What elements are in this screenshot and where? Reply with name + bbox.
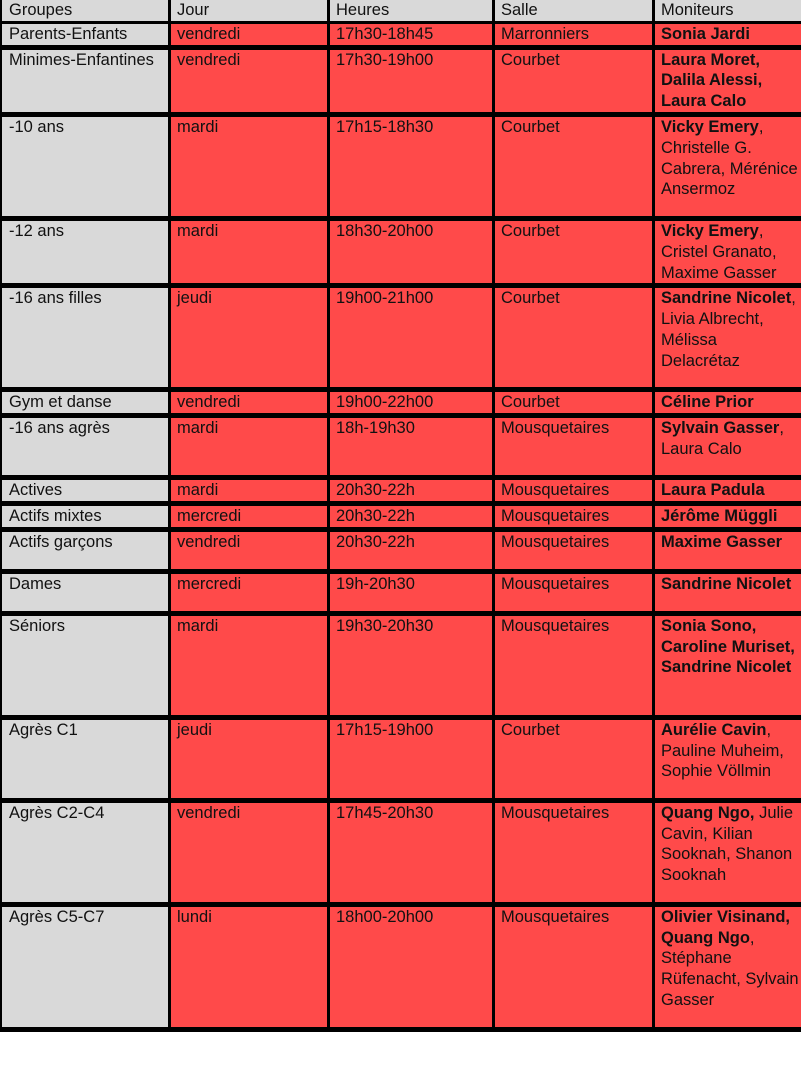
cell-heures: 17h15-19h00	[327, 720, 492, 803]
cell-groupe: Dames	[0, 574, 168, 616]
moniteur-principal: Sylvain Gasser	[661, 419, 780, 438]
cell-salle: Mousquetaires	[492, 616, 652, 720]
cell-jour: mardi	[168, 480, 327, 506]
moniteurs-assistants: , Christelle G. Cabrera, Mérénice Ansermoz	[661, 117, 798, 199]
cell-heures: 17h15-18h30	[327, 117, 492, 221]
table-row	[0, 288, 801, 392]
cell-moniteurs	[652, 532, 801, 574]
moniteur-principal: Vicky Emery	[661, 117, 759, 136]
header-row	[0, 0, 801, 24]
cell-salle: Courbet	[492, 720, 652, 803]
cell-groupe: Parents-Enfants	[0, 24, 168, 50]
cell-groupe: Actifs mixtes	[0, 506, 168, 532]
cell-moniteurs	[652, 720, 801, 803]
cell-salle: Marronniers	[492, 24, 652, 50]
cell-heures: 18h00-20h00	[327, 907, 492, 1032]
cell-salle: Mousquetaires	[492, 574, 652, 616]
cell-heures: 20h30-22h	[327, 532, 492, 574]
schedule-rows	[0, 24, 801, 1032]
cell-moniteurs	[652, 288, 801, 392]
cell-salle: Mousquetaires	[492, 506, 652, 532]
moniteur-principal: Maxime Gasser	[661, 532, 783, 551]
cell-jour: vendredi	[168, 392, 327, 418]
cell-groupe: Gym et danse	[0, 392, 168, 418]
cell-heures: 17h30-19h00	[327, 50, 492, 117]
cell-salle: Mousquetaires	[492, 532, 652, 574]
cell-moniteurs	[652, 221, 801, 288]
cell-jour: jeudi	[168, 720, 327, 803]
header-heures: Heures	[327, 0, 492, 24]
table-row	[0, 24, 801, 50]
cell-groupe: -16 ans agrès	[0, 418, 168, 480]
cell-salle: Mousquetaires	[492, 803, 652, 907]
cell-salle: Courbet	[492, 221, 652, 288]
cell-jour: vendredi	[168, 532, 327, 574]
table-row	[0, 221, 801, 288]
cell-groupe: -10 ans	[0, 117, 168, 221]
cell-moniteurs	[652, 803, 801, 907]
cell-groupe: -16 ans filles	[0, 288, 168, 392]
cell-heures: 19h-20h30	[327, 574, 492, 616]
moniteurs-assistants: , Stéphane Rüfenacht, Sylvain Gasser	[661, 928, 799, 1009]
cell-heures: 17h45-20h30	[327, 803, 492, 907]
moniteur-principal: Laura Moret, Dalila Alessi, Laura Calo	[661, 50, 763, 111]
cell-jour: mardi	[168, 117, 327, 221]
cell-salle: Courbet	[492, 50, 652, 117]
header-salle: Salle	[492, 0, 652, 24]
moniteur-principal: Sandrine Nicolet	[661, 289, 792, 308]
table-row	[0, 50, 801, 117]
cell-salle: Courbet	[492, 392, 652, 418]
cell-groupe: Agrès C5-C7	[0, 907, 168, 1032]
cell-salle: Courbet	[492, 117, 652, 221]
cell-moniteurs	[652, 117, 801, 221]
moniteur-principal: Vicky Emery	[661, 221, 759, 240]
moniteur-principal: Céline Prior	[661, 393, 754, 412]
cell-groupe: Actives	[0, 480, 168, 506]
cell-moniteurs	[652, 506, 801, 532]
moniteur-principal: Laura Padula	[661, 481, 765, 500]
table-row	[0, 907, 801, 1032]
moniteurs-assistants: , Laura Calo	[661, 419, 784, 458]
cell-moniteurs	[652, 907, 801, 1032]
cell-salle: Mousquetaires	[492, 907, 652, 1032]
moniteur-principal: Sandrine Nicolet	[661, 574, 792, 593]
cell-salle: Mousquetaires	[492, 480, 652, 506]
cell-jour: mercredi	[168, 506, 327, 532]
cell-moniteurs	[652, 480, 801, 506]
table-row	[0, 616, 801, 720]
cell-salle: Courbet	[492, 288, 652, 392]
cell-jour: mercredi	[168, 574, 327, 616]
cell-heures: 19h30-20h30	[327, 616, 492, 720]
table-row	[0, 803, 801, 907]
cell-moniteurs	[652, 574, 801, 616]
cell-heures: 18h30-20h00	[327, 221, 492, 288]
moniteurs-assistants: Julie Cavin, Kilian Sooknah, Shanon Sooknah	[661, 803, 794, 885]
cell-heures: 19h00-21h00	[327, 288, 492, 392]
moniteurs-assistants: , Pauline Muheim, Sophie Völlmin	[661, 720, 784, 781]
cell-groupe: Minimes-Enfantines	[0, 50, 168, 117]
cell-heures: 19h00-22h00	[327, 392, 492, 418]
table-row	[0, 720, 801, 803]
cell-groupe: Séniors	[0, 616, 168, 720]
cell-moniteurs	[652, 24, 801, 50]
moniteur-principal: Olivier Visinand, Quang Ngo	[661, 907, 790, 947]
table-row	[0, 418, 801, 480]
moniteur-principal: Quang Ngo,	[661, 803, 755, 822]
cell-jour: vendredi	[168, 803, 327, 907]
header-groupes: Groupes	[0, 0, 168, 24]
moniteurs-assistants: , Cristel Granato, Maxime Gasser	[661, 221, 777, 282]
cell-jour: jeudi	[168, 288, 327, 392]
moniteurs-assistants: , Livia Albrecht, Mélissa Delacrétaz	[661, 289, 796, 370]
cell-groupe: Agrès C2-C4	[0, 803, 168, 907]
cell-jour: lundi	[168, 907, 327, 1032]
cell-heures: 20h30-22h	[327, 506, 492, 532]
table-row	[0, 392, 801, 418]
moniteur-principal: Jérôme Müggli	[661, 506, 778, 525]
cell-jour: vendredi	[168, 24, 327, 50]
cell-moniteurs	[652, 392, 801, 418]
table-row	[0, 117, 801, 221]
cell-heures: 20h30-22h	[327, 480, 492, 506]
cell-groupe: Agrès C1	[0, 720, 168, 803]
cell-salle: Mousquetaires	[492, 418, 652, 480]
header-jour: Jour	[168, 0, 327, 24]
table-row	[0, 480, 801, 506]
cell-heures: 18h-19h30	[327, 418, 492, 480]
table-row	[0, 532, 801, 574]
cell-moniteurs	[652, 50, 801, 117]
cell-groupe: Actifs garçons	[0, 532, 168, 574]
cell-jour: mardi	[168, 221, 327, 288]
moniteur-principal: Sonia Sono, Caroline Muriset, Sandrine Nicolet	[661, 616, 795, 677]
cell-jour: mardi	[168, 616, 327, 720]
cell-heures: 17h30-18h45	[327, 24, 492, 50]
cell-moniteurs	[652, 418, 801, 480]
cell-groupe: -12 ans	[0, 221, 168, 288]
cell-moniteurs	[652, 616, 801, 720]
cell-jour: mardi	[168, 418, 327, 480]
table-row	[0, 574, 801, 616]
cell-jour: vendredi	[168, 50, 327, 117]
table-row	[0, 506, 801, 532]
moniteur-principal: Sonia Jardi	[661, 24, 750, 43]
header-moniteurs: Moniteurs	[652, 0, 801, 24]
moniteur-principal: Aurélie Cavin	[661, 720, 767, 739]
